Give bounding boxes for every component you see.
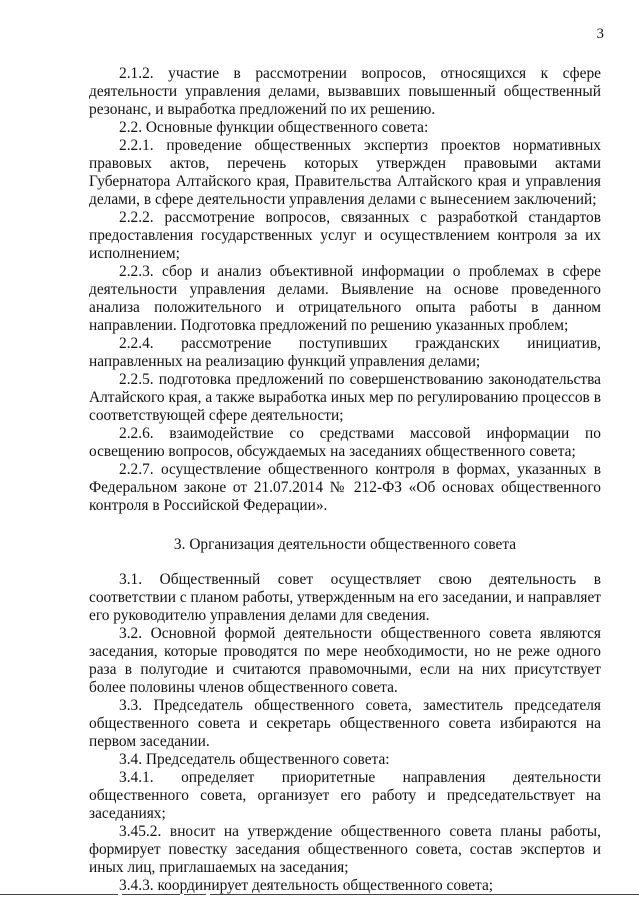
- paragraph-3-4-3: 3.4.3. координирует деятельность общественного совета;: [119, 877, 494, 894]
- paragraph-3-4: 3.4. Председатель общественного совета:: [119, 751, 390, 768]
- paragraph-2-2-3: 2.2.3. сбор и анализ объективной информации о проблемах в сфере деятельности управления делами. Выявление на основе проведенного анализа положительного и отрицательного опыта работы в данном направлении. Подготовка предложений по решению указанных проблем;: [89, 263, 601, 334]
- paragraph-3-4-2: 3.45.2. вносит на утверждение общественного совета планы работы, формирует повестку заседания общественного совета, состав экспертов и иных лиц, приглашаемых на заседания;: [89, 823, 601, 876]
- document-body: [89, 65, 601, 895]
- paragraph-2-2-1: 2.2.1. проведение общественных экспертиз проектов нормативных правовых актов, перечень которых утвержден правовыми актами Губернатора Алтайского края, Правительства Алтайского края и управления делами, в сфере деятельности управления делами с вынесением заключений;: [89, 137, 601, 208]
- footer-rule-segment: [122, 894, 180, 895]
- footer-rule: [0, 892, 639, 900]
- paragraph-3-2: 3.2. Основной формой деятельности общественного совета являются заседания, которые проводятся по мере необходимости, но не реже одного раза в полугодие и считаются правомочными, если на них присутствует более половины членов общественного совета.: [89, 625, 601, 696]
- paragraph-2-1-2: 2.1.2. участие в рассмотрении вопросов, относящихся к сфере деятельности управления делами, вызвавших повышенный общественный резонанс, и выработка предложений по их решению.: [89, 65, 601, 118]
- footer-rule-segment: [184, 894, 206, 895]
- paragraph-2-2-2: 2.2.2. рассмотрение вопросов, связанных с разработкой стандартов предоставления государственных услуг и осуществлением контроля за их исполнением;: [89, 209, 601, 262]
- paragraph-3-1: 3.1. Общественный совет осуществляет свою деятельность в соответствии с планом работы, утвержденным на его заседании, и направляет его руководителю управления делами для сведения.: [89, 571, 601, 624]
- paragraph-3-4-1: 3.4.1. определяет приоритетные направления деятельности общественного совета, организует его работу и председательствует на заседаниях;: [89, 769, 601, 822]
- paragraph-2-2-4: 2.2.4. рассмотрение поступивших гражданских инициатив, направленных на реализацию функций управления делами;: [89, 335, 601, 370]
- paragraph-2-2-6: 2.2.6. взаимодействие со средствами массовой информации по освещению вопросов, обсуждаемых на заседаниях общественного совета;: [89, 425, 601, 460]
- paragraph-2-2-7: 2.2.7. осуществление общественного контроля в формах, указанных в Федеральном законе от 21.07.2014 № 212-ФЗ «Об основах общественного контроля в Российской Федерации».: [89, 461, 601, 514]
- page-number: 3: [596, 26, 604, 42]
- section-heading: 3. Организация деятельности общественного совета: [173, 536, 517, 553]
- paragraph-2-2-5: 2.2.5. подготовка предложений по совершенствованию законодательства Алтайского края, а также выработка иных мер по регулированию процессов в соответствующей сфере деятельности;: [89, 371, 601, 424]
- paragraph-2-2: 2.2. Основные функции общественного совета:: [119, 119, 429, 136]
- paragraph-3-3: 3.3. Председатель общественного совета, заместитель председателя общественного совета и секретарь общественного совета избираются на первом заседании.: [89, 697, 601, 750]
- footer-rule-segment: [210, 894, 639, 895]
- footer-rule-segment: [0, 894, 118, 895]
